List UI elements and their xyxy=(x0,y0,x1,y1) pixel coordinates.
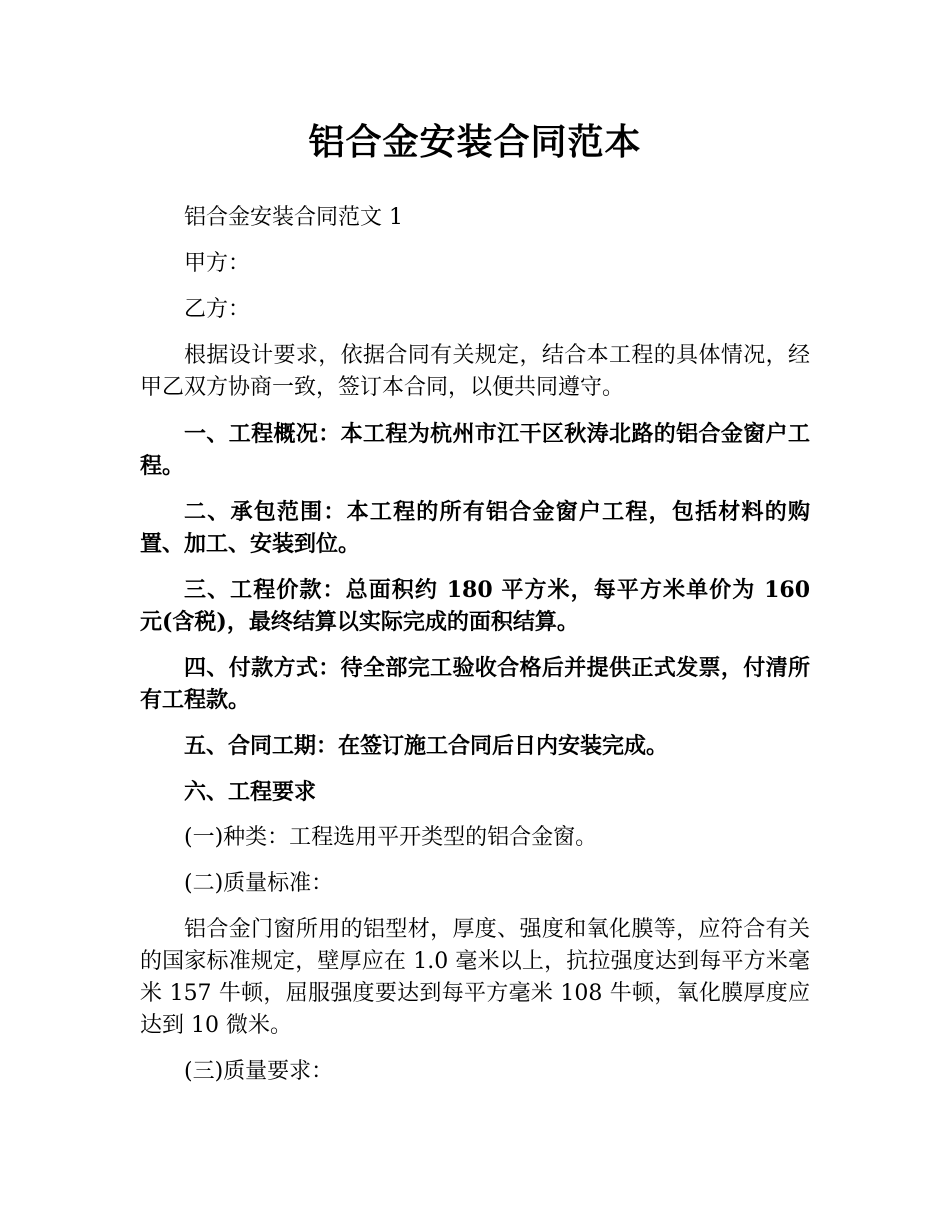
requirement-quality-standard-detail: 铝合金门窗所用的铝型材，厚度、强度和氧化膜等，应符合有关的国家标准规定，壁厚应在 1.0 毫米以上，抗拉强度达到每平方米毫米 157 牛顿，屈服强度要达到每平方毫米 108 牛顿，氧化膜厚度应达到 10 微米。 xyxy=(140,917,810,1038)
paragraph-subtitle: 铝合金安装合同范文 1 xyxy=(184,205,403,230)
clause-payment-method: 四、付款方式：待全部完工验收合格后并提供正式发票，付清所有工程款。 xyxy=(140,655,810,713)
paragraph-preamble: 根据设计要求，依据合同有关规定，结合本工程的具体情况，经甲乙双方协商一致，签订本合同，以便共同遵守。 xyxy=(140,343,810,400)
clause-project-price: 三、工程价款：总面积约 180 平方米，每平方米单价为 160 元(含税)，最终结算以实际完成的面积结算。 xyxy=(140,577,810,635)
clause-project-overview: 一、工程概况：本工程为杭州市江干区秋涛北路的铝合金窗户工程。 xyxy=(140,421,810,479)
requirement-quality-requirements: (三)质量要求： xyxy=(184,1059,334,1084)
requirement-type: (一)种类：工程选用平开类型的铝合金窗。 xyxy=(184,825,598,850)
document-title: 铝合金安装合同范本 xyxy=(308,121,642,163)
clause-contract-period: 五、合同工期：在签订施工合同后日内安装完成。 xyxy=(184,733,669,759)
paragraph-party-a: 甲方： xyxy=(184,251,251,276)
requirement-quality-standard: (二)质量标准： xyxy=(184,871,334,896)
clause-project-requirements: 六、工程要求 xyxy=(184,779,317,805)
paragraph-party-b: 乙方： xyxy=(184,297,251,322)
clause-contract-scope: 二、承包范围：本工程的所有铝合金窗户工程，包括材料的购置、加工、安装到位。 xyxy=(140,499,810,557)
document-body xyxy=(140,202,810,1102)
